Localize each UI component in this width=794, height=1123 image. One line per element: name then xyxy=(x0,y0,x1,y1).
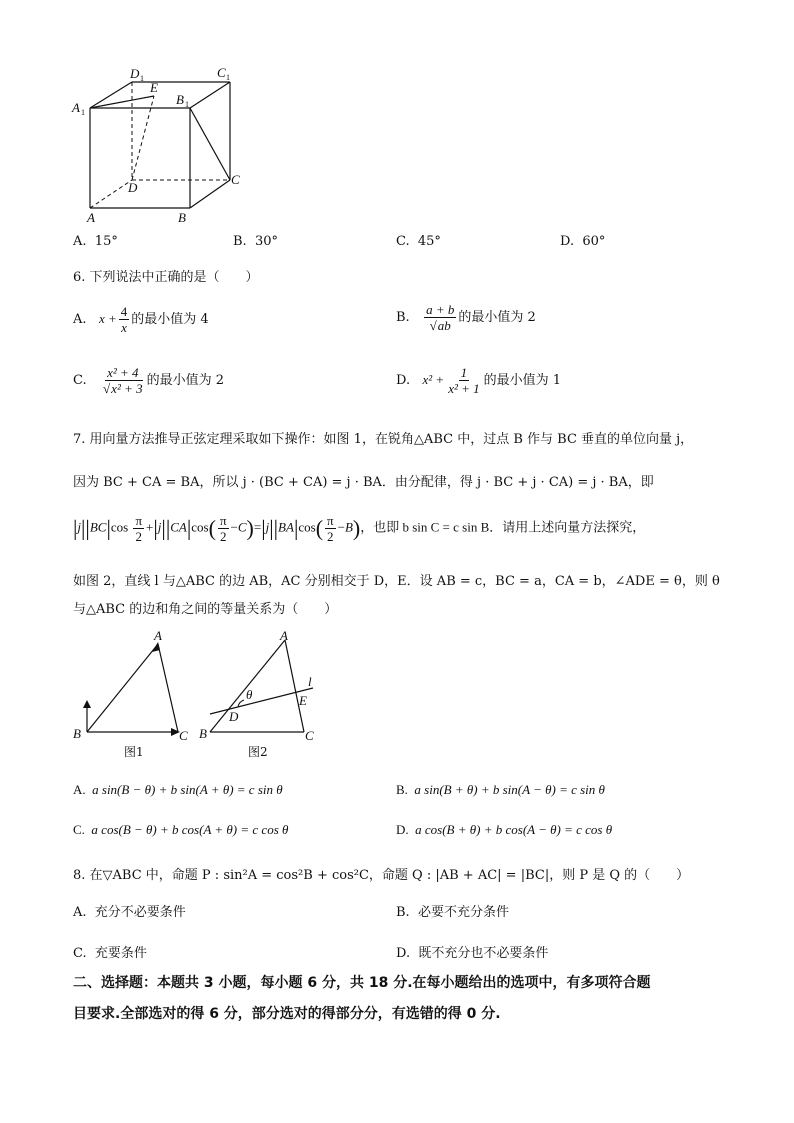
q6-option-d: D. x² + $\frac{1}{\text{x² + 1}}$ 的最小值为 1 xyxy=(396,365,562,396)
fig2-label-D: D xyxy=(229,709,239,724)
label-C1: C xyxy=(217,65,226,80)
figure-2 xyxy=(198,628,328,763)
q5-option-d: D. 60° xyxy=(560,234,606,249)
section2-line2: 目要求.全部选对的得 6 分，部分选对的得部分分，有选错的得 0 分. xyxy=(73,1006,501,1022)
q7-line1: 7. 用向量方法推导正弦定理采取如下操作：如图 1，在锐角△ABC 中，过点 B 作与 BC 垂直的单位向量 j， xyxy=(73,432,694,447)
q7-line3: |j||BC|cos $\frac{\pi}{2}$ +|j||CA|cos( $\frac{\pi}{2}$ −C)=|j||BA|cos( $\frac{\pi}{2}$ −B)，也即 b sin C = c sin B．请用上述向量方法探究， xyxy=(73,513,646,544)
section2-line1: 二、选择题：本题共 3 小题，每小题 6 分，共 18 分.在每小题给出的选项中，有多项符合题 xyxy=(73,975,651,991)
label-E: E xyxy=(150,80,158,95)
label-D: D xyxy=(128,180,138,195)
q6-stem: 6. 下列说法中正确的是（ ） xyxy=(73,270,259,285)
q7-option-d: D. a cos(B + θ) + b cos(A − θ) = c cos θ xyxy=(396,822,613,837)
q7-option-b: B. a sin(B + θ) + b sin(A − θ) = c sin θ xyxy=(396,782,605,797)
q7-line3-tail: ，也即 b sin C = c sin B．请用上述向量方法探究， xyxy=(360,519,646,535)
fig2-label-theta: θ xyxy=(246,687,253,702)
q5-option-a: A. 15° xyxy=(73,234,118,249)
svg-text:1: 1 xyxy=(140,74,144,83)
label-A: A xyxy=(87,210,95,225)
q7-line2: 因为 BC + CA = BA，所以 j · (BC + CA) = j · BA．由分配律，得 j · BC + j · CA) = j · BA，即 xyxy=(73,475,654,490)
fig1-label-A: A xyxy=(154,628,162,643)
label-C: C xyxy=(231,172,240,187)
label-D1: D xyxy=(130,66,140,81)
q7-option-a: A. a sin(B − θ) + b sin(A + θ) = c sin θ xyxy=(73,782,283,797)
q8-option-a: A. 充分不必要条件 xyxy=(73,905,186,920)
cube-figure xyxy=(70,60,260,225)
q7-line5: 与△ABC 的边和角之间的等量关系为（ ） xyxy=(73,602,338,617)
svg-text:1: 1 xyxy=(185,100,189,109)
figure-1 xyxy=(70,628,200,763)
svg-text:1: 1 xyxy=(226,73,230,82)
q8-option-c: C. 充要条件 xyxy=(73,946,147,961)
svg-text:1: 1 xyxy=(81,108,85,117)
q6-option-c: C. $\frac{\text{x² + 4}}{\text{√x² + 3}}$ 的最小值为 2 xyxy=(73,365,225,396)
q8-stem: 8. 在▽ABC 中，命题 P : sin²A = cos²B + cos²C，命题 Q : |AB + AC| = |BC|，则 P 是 Q 的（ ） xyxy=(73,868,690,883)
fig1-caption: 图1 xyxy=(124,745,144,759)
fig2-label-A: A xyxy=(280,628,288,643)
q6-option-a: A. x + $\frac{4}{x}$ 的最小值为 4 xyxy=(73,304,209,335)
label-A1: A xyxy=(72,100,80,115)
fig2-label-B: B xyxy=(199,726,207,741)
label-B: B xyxy=(178,210,186,225)
q7-line4: 如图 2，直线 l 与△ABC 的边 AB，AC 分别相交于 D，E．设 AB = c，BC = a，CA = b，∠ADE = θ，则 θ xyxy=(73,574,720,589)
q6-option-b: B. $\frac{a + b}{√ab}$ 的最小值为 2 xyxy=(396,302,536,333)
q5-option-b: B. 30° xyxy=(233,234,278,249)
q5-option-c: C. 45° xyxy=(396,234,441,249)
fig2-label-C: C xyxy=(305,728,314,743)
label-B1: B xyxy=(176,92,184,107)
fig2-label-E: E xyxy=(299,693,307,708)
q8-option-d: D. 既不充分也不必要条件 xyxy=(396,946,549,961)
fig1-label-B: B xyxy=(73,726,81,741)
q7-option-c: C. a cos(B − θ) + b cos(A + θ) = c cos θ xyxy=(73,822,289,837)
fig1-label-C: C xyxy=(179,728,188,743)
q8-option-b: B. 必要不充分条件 xyxy=(396,905,509,920)
fig2-caption: 图2 xyxy=(248,745,268,759)
fig2-label-l: l xyxy=(308,674,312,689)
